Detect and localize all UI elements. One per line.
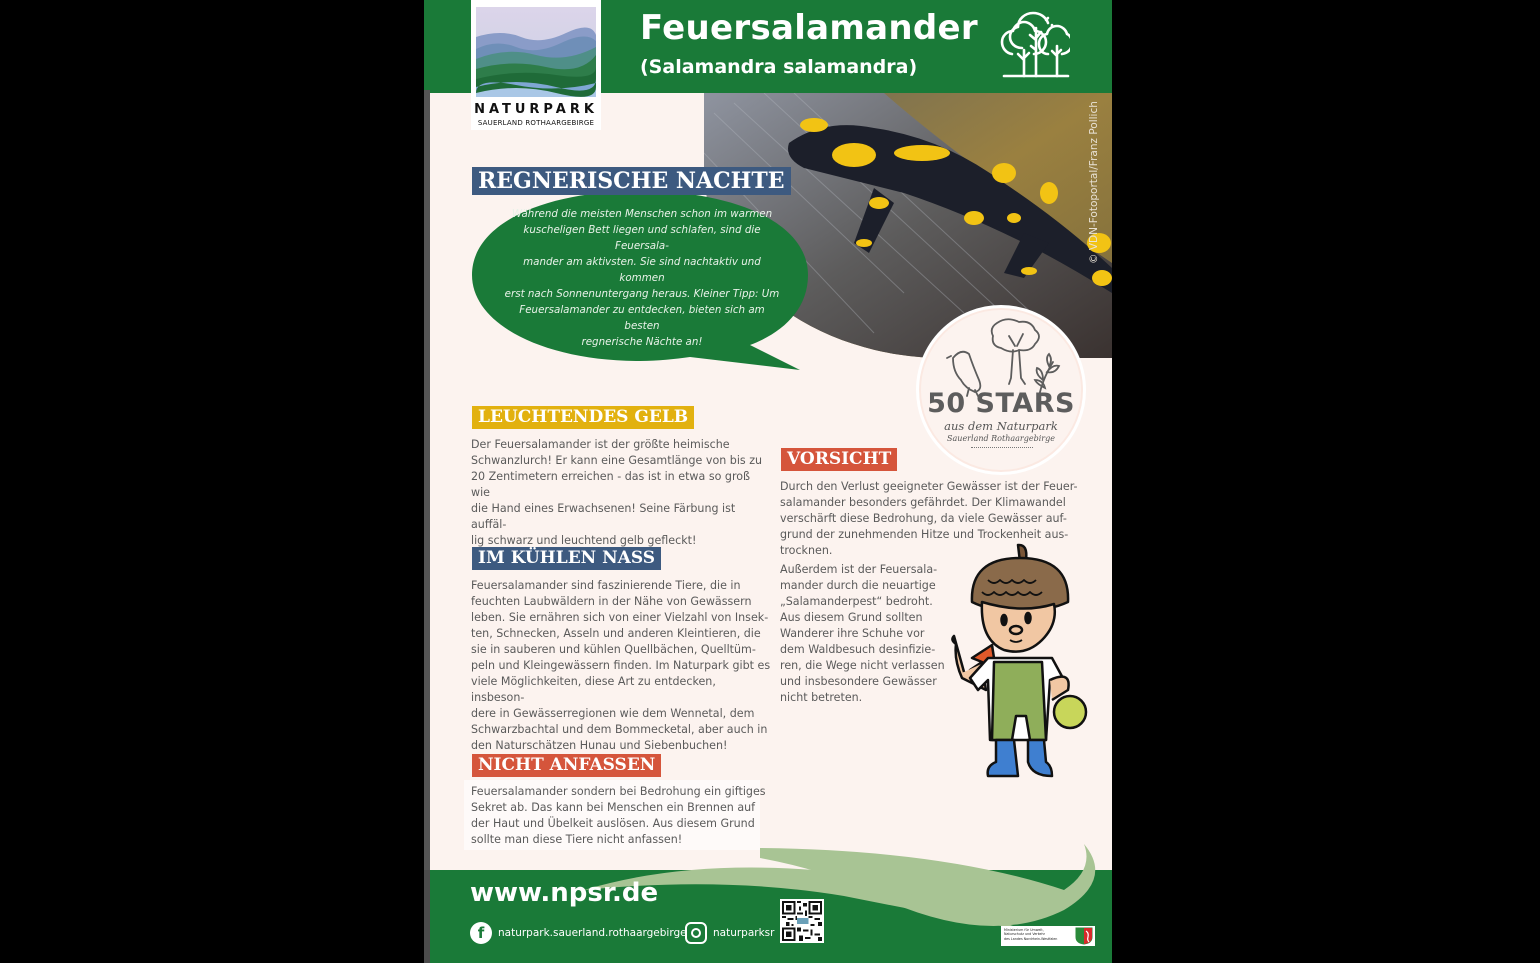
edge-green (424, 0, 430, 90)
anfassen-text: Feuersalamander sondern bei Bedrohung ein giftiges Sekret ab. Das kann bei Menschen ein Brennen auf der Haut und Übelkeit auslösen. Aus diesem Grund sollte man diese Tiere nicht anfassen! (471, 785, 766, 846)
badge-line2: Sauerland Rothaargebirge (947, 434, 1055, 443)
instagram-link[interactable] (685, 921, 774, 945)
qr-code[interactable] (780, 899, 824, 943)
badge-line1: aus dem Naturpark (944, 419, 1058, 433)
ministry-text: Ministerium für Umwelt, Naturschutz und Verkehr des Landes Nordrhein-Westfalen (1004, 928, 1058, 941)
website-link[interactable]: www.npsr.de (470, 878, 659, 908)
poster (424, 0, 1112, 963)
poster-left-edge (424, 0, 430, 963)
photo-credit: © VDN-Fotoportal/Franz Pollich (1088, 101, 1100, 264)
logo-title: NATURPARK (474, 102, 598, 117)
fifty-stars-badge (916, 305, 1086, 475)
gelb-text: Der Feuersalamander ist der größte heimische Schwanzlurch! Er kann eine Gesamtlänge von bis zu 20 Zentimetern erreichen - das ist in etwa so groß wie die Hand eines Erwachsenen! Seine Färbung ist auffäl- lig schwarz und leuchtend gelb gefleckt! (471, 438, 763, 547)
instagram-handle: naturparksr (713, 927, 775, 939)
regnerische-text: Während die meisten Menschen schon im warmen kuscheligen Bett liegen und schlafen, sind die Feuersala- mander am aktivsten. Sie sind nachtaktiv und kommen erst nach Sonnenuntergang heraus. Kleiner Tipp: Um Feuersalamander zu entdecken, bieten sich am besten regnerische Nächte an! (504, 208, 780, 348)
nass-text: Feuersalamander sind faszinierende Tiere, die in feuchten Laubwäldern in der Nähe von Gewässern leben. Sie ernähren sich von einer Vielzahl von Insek- ten, Schnecken, Asseln und anderen Kleintieren, die sie in sauberen und kühlen Quellbächen, Quelltüm- peln und Kleingewässern finden. Im Naturpark gibt es viele Möglichkeiten, diese Art zu entdecken, insbeson- dere in Gewässerregionen wie dem Wennetal, dem Schwarzbachtal und dem Bommecketal, aber auch in den Naturschätzen Hunau und Siebenbuchen! (471, 579, 771, 752)
naturpark-logo (471, 0, 601, 130)
heading-anfassen: NICHT ANFASSEN (472, 754, 661, 777)
bird-tree-icon (939, 318, 1069, 398)
heading-gelb: LEUCHTENDES GELB (472, 406, 694, 429)
heading-regnerische: REGNERISCHE NACHTE (472, 167, 791, 195)
vorsicht-text: Durch den Verlust geeigneter Gewässer ist der Feuer- salamander besonders gefährdet. Der Klimawandel verschärft diese Bedrohung, da viele Gewässer auf- grund der zunehmenden Hitze und Trockenheit aus- trocknen. (780, 480, 1078, 557)
page-title: Feuersalamander (640, 8, 978, 48)
facebook-handle: naturpark.sauerland.rothaargebirge (498, 927, 687, 939)
logo-region: SAUERLAND ROTHAARGEBIRGE (477, 119, 595, 127)
badge-title: 50 STARS (927, 388, 1075, 419)
acorn-mascot-illustration (942, 540, 1097, 795)
vorsicht-text-2: Außerdem ist der Feuersala- mander durch die neuartige „Salamanderpest“ bedroht. Aus diesem Grund sollten Wanderer ihre Schuhe vor dem Waldbesuch desinfizie- ren, die Wege nicht verlassen und insbesondere Gewässer nicht betreten. (780, 563, 945, 704)
landscape-icon (476, 7, 596, 97)
instagram-icon (685, 922, 707, 944)
nrw-crest-icon (1075, 927, 1093, 945)
facebook-link[interactable] (470, 921, 687, 945)
heading-nass: IM KÜHLEN NASS (472, 547, 661, 570)
edge-grey (424, 870, 430, 963)
badge-divider (971, 447, 1033, 448)
page-subtitle: (Salamandra salamandra) (640, 56, 918, 78)
heading-vorsicht: VORSICHT (781, 448, 897, 471)
facebook-icon: f (470, 922, 492, 944)
trees-icon (1000, 10, 1070, 78)
ministry-logo (1001, 926, 1095, 946)
